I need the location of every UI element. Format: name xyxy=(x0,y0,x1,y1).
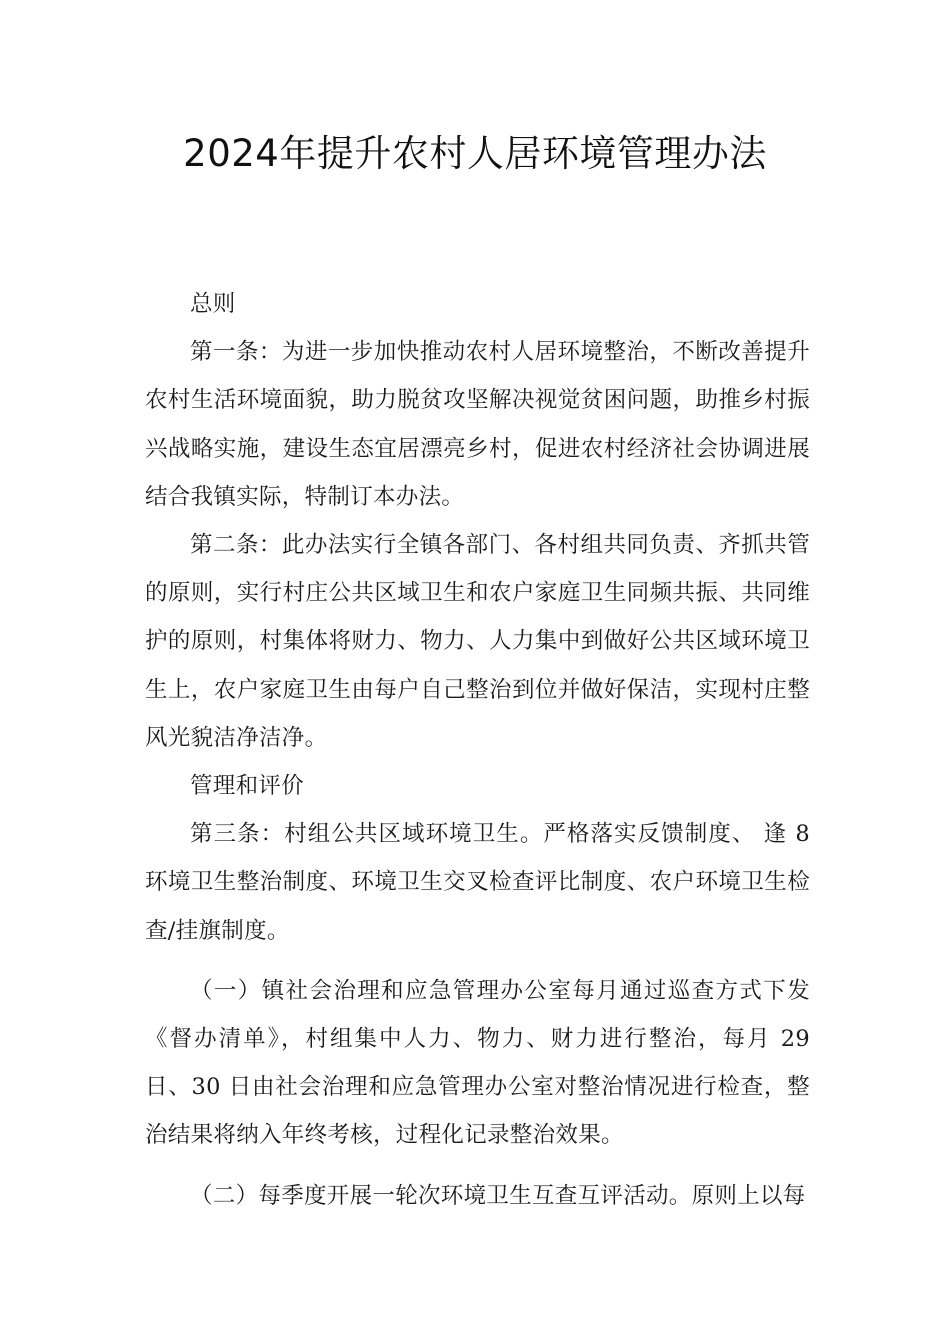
item-2-paragraph: （二）每季度开展一轮次环境卫生互查互评活动。原则上以每 xyxy=(190,1182,806,1209)
item-1-paragraph: （一）镇社会治理和应急管理办公室每月通过巡查方式下发《督办清单》，村组集中人力、物力、财力进行整治，每月 29 日、30 日由社会治理和应急管理办公室对整治情况进行检查，整治结果将纳入年终考核，过程化记录整治效果。 xyxy=(145,977,810,1149)
section-heading-general: 总则 xyxy=(190,291,236,317)
article-3-paragraph: 第三条：村组公共区域环境卫生。严格落实反馈制度、 逢 8 环境卫生整治制度、环境卫生交叉检查评比制度、农户环境卫生检查/挂旗制度。 xyxy=(145,821,810,944)
article-1-paragraph: 第一条：为进一步加快推动农村人居环境整治，不断改善提升农村生活环境面貌，助力脱贫攻坚解决视觉贫困问题，助推乡村振兴战略实施，建设生态宜居漂亮乡村，促进农村经济社会协调进展结合我镇实际，特制订本办法。 xyxy=(145,339,810,510)
document-title: 2024年提升农村人居环境管理办法 xyxy=(183,132,767,175)
article-2-paragraph: 第二条：此办法实行全镇各部门、各村组共同负责、齐抓共管的原则，实行村庄公共区域卫生和农户家庭卫生同频共振、共同维护的原则，村集体将财力、物力、人力集中到做好公共区域环境卫生上，农户家庭卫生由每户自己整治到位并做好保洁，实现村庄整风光貌洁净洁净。 xyxy=(145,532,810,751)
section-heading-management: 管理和评价 xyxy=(190,773,305,800)
document-body xyxy=(145,280,810,1220)
